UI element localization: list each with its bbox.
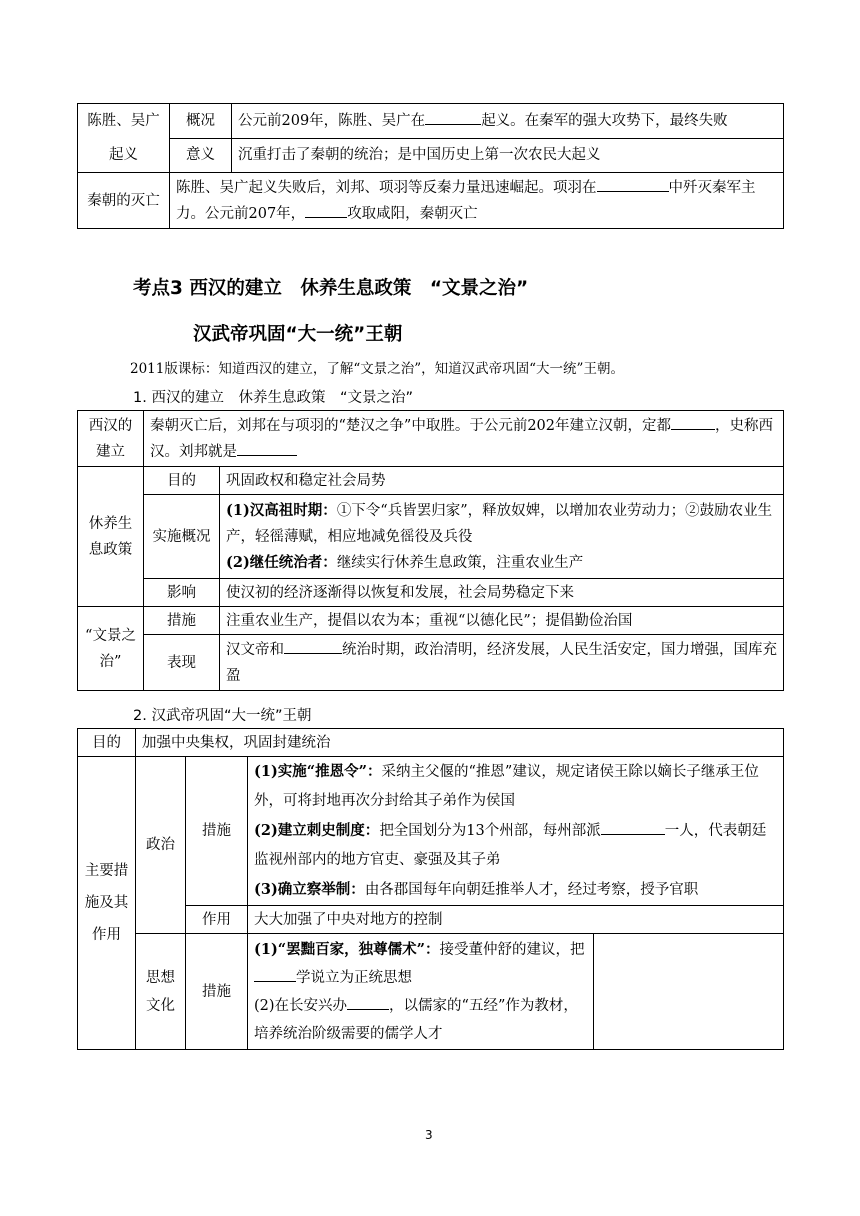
label-significance: 意义 <box>170 138 232 173</box>
label-politics: 政治 <box>136 757 186 934</box>
fill-blank[interactable] <box>347 994 389 1010</box>
label-impact: 影响 <box>144 579 220 607</box>
section-heading-line1: 考点3 西汉的建立 休养生息政策 “文景之治” <box>133 278 529 299</box>
text-cultural-measures: (1)“罢黜百家，独尊儒术”：接受董仲舒的建议，把学说立为正统思想 (2)在长安兴办 ，以儒家的“五经”作为教材，培养统治阶级需要的儒学人才 <box>248 934 594 1050</box>
fill-blank[interactable] <box>597 176 669 192</box>
label-main-measures: 主要措施及其作用 <box>78 757 136 1050</box>
label-cultural-measures: 措施 <box>186 934 248 1050</box>
text-implementation: (1)汉高祖时期：①下令“兵皆罢归家”，释放奴婢，以增加农业劳动力；②鼓励农业生产，轻徭薄赋，相应地减免徭役及兵役 (2)继任统治者：继续实行休养生息政策，注重农业生产 <box>220 495 784 579</box>
text-political-measures: (1)实施“推恩令”：采纳主父偃的“推恩”建议，规定诸侯王除以嫡长子继承王位外，可将封地再次分封给其子弟作为侯国 (2)建立刺史制度：把全国划分为13个州部，每州部派 一人，代表朝廷监视州部内的地方官吏、豪强及其子弟 (3)确立察举制：由各郡国每年向朝廷推举人才，经过考察，授予官职 <box>248 757 784 906</box>
label-goal: 目的 <box>78 729 136 757</box>
label-founding: 西汉的建立 <box>78 411 144 467</box>
text-effect: 大大加强了中央对地方的控制 <box>248 906 784 934</box>
label-purpose: 目的 <box>144 467 220 495</box>
label-overview: 概况 <box>170 104 232 139</box>
label-recuperation-policy: 休养生息政策 <box>78 467 144 607</box>
page-number: 3 <box>425 1128 433 1142</box>
topic-chensheng: 陈胜、吴广起义 <box>78 104 170 173</box>
fill-blank[interactable] <box>601 819 665 835</box>
fill-blank[interactable] <box>425 109 481 125</box>
text-founding: 秦朝灭亡后，刘邦在与项羽的“楚汉之争”中取胜。于公元前202年建立汉朝，定都 ，史称西汉。刘邦就是 <box>144 411 784 467</box>
label-wenjing: “文景之治” <box>78 607 144 691</box>
text-measures: 注重农业生产，提倡以农为本；重视“以德化民”；提倡勤俭治国 <box>220 607 784 635</box>
fill-blank[interactable] <box>254 966 296 982</box>
table-western-han <box>77 410 784 691</box>
curriculum-standard: 2011版课标：知道西汉的建立，了解“文景之治”，知道汉武帝巩固“大一统”王朝。 <box>130 361 624 377</box>
text-qin-fall: 陈胜、吴广起义失败后，刘邦、项羽等反秦力量迅速崛起。项羽在 中歼灭秦军主力。公元前207年， 攻取咸阳，秦朝灭亡 <box>170 173 784 229</box>
text-goal: 加强中央集权，巩固封建统治 <box>136 729 784 757</box>
table-han-wudi <box>77 728 784 1050</box>
text-purpose: 巩固政权和稳定社会局势 <box>220 467 784 495</box>
empty-cell <box>594 934 784 1050</box>
text-significance: 沉重打击了秦朝的统治；是中国历史上第一次农民大起义 <box>232 138 784 173</box>
fill-blank[interactable] <box>305 202 347 218</box>
fill-blank[interactable] <box>284 638 342 654</box>
label-thought-culture: 思想文化 <box>136 934 186 1050</box>
label-political-measures: 措施 <box>186 757 248 906</box>
table-qin-fall <box>77 103 784 229</box>
label-measures: 措施 <box>144 607 220 635</box>
section-heading-line2: 汉武帝巩固“大一统”王朝 <box>193 324 403 345</box>
text-overview: 公元前209年，陈胜、吴广在 起义。在秦军的强大攻势下，最终失败 <box>232 104 784 139</box>
label-effect: 作用 <box>186 906 248 934</box>
label-implementation: 实施概况 <box>144 495 220 579</box>
topic-qin-fall: 秦朝的灭亡 <box>78 173 170 229</box>
text-performance: 汉文帝和 统治时期，政治清明，经济发展，人民生活安定，国力增强，国库充盈 <box>220 635 784 691</box>
fill-blank[interactable] <box>671 414 715 430</box>
text-impact: 使汉初的经济逐渐得以恢复和发展，社会局势稳定下来 <box>220 579 784 607</box>
subsection-2-title: 2. 汉武帝巩固“大一统”王朝 <box>133 708 312 724</box>
subsection-1-title: 1. 西汉的建立 休养生息政策 “文景之治” <box>133 390 413 406</box>
fill-blank[interactable] <box>237 440 297 456</box>
label-performance: 表现 <box>144 635 220 691</box>
